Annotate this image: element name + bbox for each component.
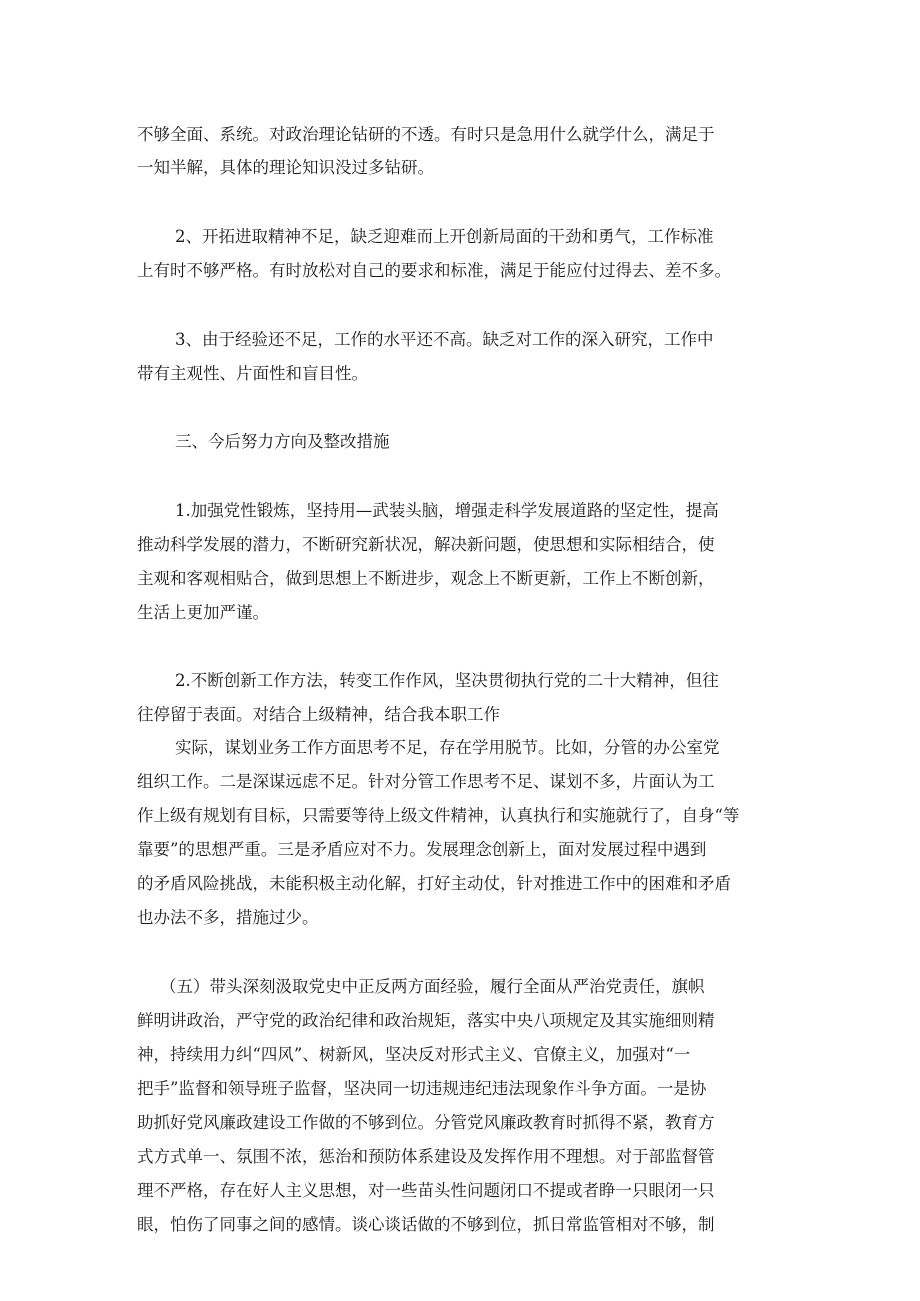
text-line: 把手”监督和领导班子监督，坚决同一切违规违纪违法现象作斗争方面。一是协	[137, 1079, 707, 1098]
text-line: 靠要”的思想严重。三是矛盾应对不力。发展理念创新上，面对发展过程中遇到	[137, 840, 707, 859]
text-line: 作上级有规划有目标，只需要等待上级文件精神，认真执行和实施就行了，自身“等	[137, 806, 740, 825]
text-line: 也办法不多，措施过少。	[137, 908, 319, 927]
text-line: 推动科学发展的潜力，不断研究新状况，解决新问题，使思想和实际相结合，使	[137, 535, 715, 554]
section-title: 三、今后努力方向及整改措施	[175, 432, 390, 451]
text-line: 式方式单一、氛围不浓，惩治和预防体系建设及发挥作用不理想。对于部监督管	[137, 1147, 715, 1166]
text-line: 2.不断创新工作方法，转变工作作风，坚决贯彻执行党的二十大精神，但往	[175, 671, 719, 690]
text-line: 一知半解，具体的理论知识没过多钻研。	[137, 158, 434, 177]
text-line: 不够全面、系统。对政治理论钻研的不透。有时只是急用什么就学什么，满足于	[137, 125, 715, 144]
text-line: 眼，怕伤了同事之间的感情。谈心谈话做的不够到位，抓日常监管相对不够，制	[137, 1215, 715, 1234]
text-line: 1.加强党性锻炼，坚持用—武装头脑，增强走科学发展道路的坚定性，提高	[175, 501, 719, 520]
text-line: 组织工作。二是深谋远虑不足。针对分管工作思考不足、谋划不多，片面认为工	[137, 772, 715, 791]
text-line: 神，持续用力纠“四风”、树新风，坚决反对形式主义、官僚主义，加强对“一	[137, 1045, 691, 1064]
text-line: 往停留于表面。对结合上级精神，结合我本职工作	[137, 705, 500, 724]
text-line: 生活上更加严谨。	[137, 603, 269, 622]
text-line: 带有主观性、片面性和盲目性。	[137, 364, 368, 383]
text-line: 主观和客观相贴合，做到思想上不断进步，观念上不断更新，工作上不断创新，	[137, 569, 715, 588]
text-line: 理不严格，存在好人主义思想，对一些苗头性问题闭口不提或者睁一只眼闭一只	[137, 1181, 715, 1200]
text-line: 的矛盾风险挑战，未能积极主动化解，打好主动仗，针对推进工作中的困难和矛盾	[137, 874, 731, 893]
text-line: （五）带头深刻汲取党史中正反两方面经验，履行全面从严治党责任，旗帜	[160, 977, 705, 996]
text-line: 鲜明讲政治，严守党的政治纪律和政治规矩，落实中央八项规定及其实施细则精	[137, 1011, 715, 1030]
text-line: 2、开拓进取精神不足，缺乏迎难而上开创新局面的干劲和勇气，工作标准	[175, 227, 714, 246]
text-line: 上有时不够严格。有时放松对自己的要求和标准，满足于能应付过得去、差不多。	[137, 261, 731, 280]
text-line: 实际，谋划业务工作方面思考不足，存在学用脱节。比如，分管的办公室党	[175, 738, 720, 757]
text-line: 助抓好党风廉政建设工作做的不够到位。分管党风廉政教育时抓得不紧，教育方	[137, 1113, 715, 1132]
text-line: 3、由于经验还不足，工作的水平还不高。缺乏对工作的深入研究，工作中	[175, 330, 714, 349]
